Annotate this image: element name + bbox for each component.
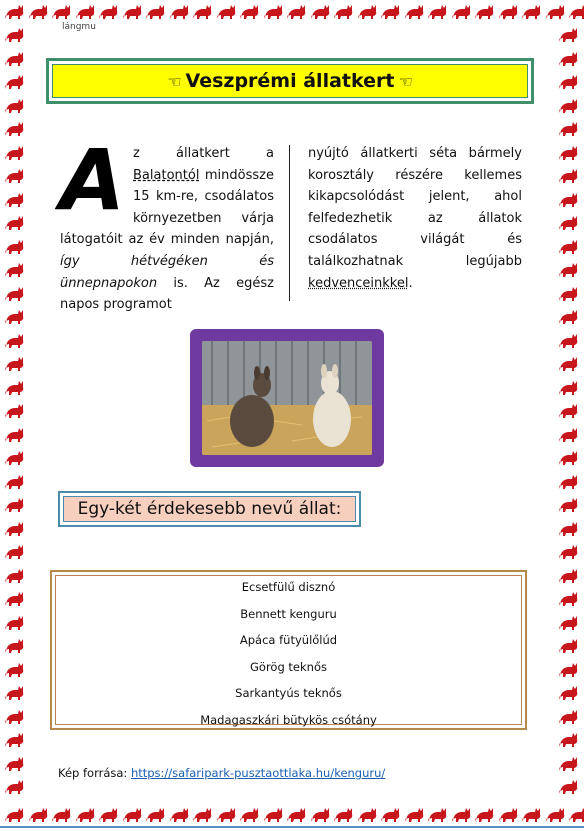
- cat-icon: [239, 3, 261, 25]
- cat-icon: [558, 191, 580, 213]
- cat-icon: [427, 806, 449, 828]
- cat-icon: [263, 806, 285, 828]
- cat-icon: [4, 261, 26, 283]
- cat-icon: [558, 402, 580, 424]
- photo-frame: [190, 329, 384, 467]
- page-title: Veszprémi állatkert: [185, 70, 395, 92]
- cat-icon: [451, 3, 473, 25]
- cat-icon: [357, 3, 379, 25]
- cat-icon: [169, 3, 191, 25]
- cat-icon: [558, 637, 580, 659]
- source-link[interactable]: https://safaripark-pusztaottlaka.hu/kenguru/: [130, 766, 386, 780]
- cat-icon: [558, 426, 580, 448]
- cat-icon: [558, 73, 580, 95]
- cat-icon: [558, 26, 580, 48]
- cat-icon: [4, 543, 26, 565]
- cat-icon: [28, 806, 50, 828]
- cat-icon: [558, 684, 580, 706]
- cat-icon: [4, 496, 26, 518]
- cat-icon: [558, 285, 580, 307]
- cat-icon: [558, 214, 580, 236]
- cat-icon: [4, 285, 26, 307]
- cat-icon: [4, 308, 26, 330]
- header-note: lángmu: [62, 22, 96, 32]
- cat-icon: [558, 238, 580, 260]
- cat-icon: [558, 144, 580, 166]
- cat-icon: [4, 590, 26, 612]
- pointing-hand-left-icon: ☜: [167, 71, 182, 91]
- cat-icon: [4, 50, 26, 72]
- cat-icon: [28, 3, 50, 25]
- cat-icon: [558, 261, 580, 283]
- list-item: Sarkantyús teknős: [235, 686, 342, 700]
- cat-icon: [558, 120, 580, 142]
- cat-icon: [216, 806, 238, 828]
- cat-icon: [4, 379, 26, 401]
- cat-icon: [4, 73, 26, 95]
- cat-icon: [4, 332, 26, 354]
- cat-icon: [558, 520, 580, 542]
- cat-icon: [4, 778, 26, 800]
- cat-icon: [4, 661, 26, 683]
- link-balaton: Balatontól: [133, 167, 200, 183]
- cat-icon: [474, 3, 496, 25]
- cat-icon: [51, 806, 73, 828]
- cat-icon: [404, 806, 426, 828]
- cat-icon: [474, 806, 496, 828]
- cat-icon: [451, 806, 473, 828]
- cat-icon: [404, 3, 426, 25]
- cat-icon: [558, 167, 580, 189]
- cat-icon: [333, 3, 355, 25]
- cat-icon: [558, 332, 580, 354]
- cat-icon: [4, 684, 26, 706]
- cat-icon: [558, 755, 580, 777]
- article-column-left: Az állatkert a Balatontól mindössze 15 km-re, csodálatos környezetben várja látogatóit az év minden napján, így hétvégéken és ünnepnapokon is. Az egész napos programot: [60, 131, 274, 313]
- kangaroo-photo: [202, 341, 372, 455]
- subtitle: Egy-két érdekesebb nevű állat:: [63, 496, 356, 522]
- cat-icon: [4, 355, 26, 377]
- cat-icon: [558, 50, 580, 72]
- list-item: Ecsetfülű disznó: [241, 580, 336, 594]
- cat-icon: [568, 806, 584, 828]
- cat-icon: [4, 191, 26, 213]
- cat-icon: [4, 567, 26, 589]
- cat-icon: [263, 3, 285, 25]
- list-item: Bennett kenguru: [240, 606, 337, 621]
- cat-icon: [145, 806, 167, 828]
- cat-icon: [558, 567, 580, 589]
- cat-icon: [122, 3, 144, 25]
- cat-icon: [558, 496, 580, 518]
- cat-icon: [558, 778, 580, 800]
- cat-icon: [4, 238, 26, 260]
- cat-icon: [558, 661, 580, 683]
- cat-icon: [498, 3, 520, 25]
- cat-icon: [380, 3, 402, 25]
- cat-icon: [286, 3, 308, 25]
- cat-icon: [558, 379, 580, 401]
- cat-icon: [4, 214, 26, 236]
- cat-icon: [558, 308, 580, 330]
- word-kedvenceinkkel: kedvenceinkkel: [308, 275, 409, 291]
- cat-icon: [4, 449, 26, 471]
- cat-icon: [558, 614, 580, 636]
- column-divider: [289, 145, 290, 301]
- cat-icon: [521, 806, 543, 828]
- cat-icon: [4, 614, 26, 636]
- cat-icon: [4, 426, 26, 448]
- cat-icon: [558, 590, 580, 612]
- cat-icon: [4, 637, 26, 659]
- cat-icon: [558, 543, 580, 565]
- cat-icon: [145, 3, 167, 25]
- cat-icon: [169, 806, 191, 828]
- cat-icon: [192, 3, 214, 25]
- list-item: Madagaszkári bütykös csótány: [200, 712, 377, 727]
- cat-icon: [192, 806, 214, 828]
- list-item: Apáca fütyülőlúd: [239, 633, 338, 647]
- pointing-hand-right-icon: ☜: [398, 71, 413, 91]
- animal-list-box: [50, 570, 527, 730]
- source-label: Kép forrása:: [58, 766, 131, 780]
- cat-icon: [521, 3, 543, 25]
- image-source: [58, 766, 385, 780]
- cat-icon: [4, 26, 26, 48]
- cat-icon: [286, 806, 308, 828]
- cat-icon: [558, 355, 580, 377]
- cat-icon: [4, 402, 26, 424]
- subtitle-box: [58, 491, 361, 527]
- list-item: Görög teknős: [250, 659, 327, 674]
- cat-icon: [558, 97, 580, 119]
- drop-cap: A: [60, 131, 126, 229]
- cat-icon: [310, 806, 332, 828]
- cat-icon: [4, 473, 26, 495]
- cat-icon: [427, 3, 449, 25]
- cat-icon: [4, 755, 26, 777]
- cat-icon: [498, 806, 520, 828]
- article-column-right: nyújtó állatkerti séta bármely korosztály részére kellemes kikapcsolódást jelent, ahol felfedezhetik az állatok csodálatos világát és találkozhatnak legújabb kedvenceinkkel.: [308, 146, 522, 291]
- cat-icon: [4, 144, 26, 166]
- cat-icon: [558, 449, 580, 471]
- cat-icon: [568, 3, 584, 25]
- cat-icon: [357, 806, 379, 828]
- cat-icon: [545, 3, 567, 25]
- cat-icon: [4, 120, 26, 142]
- cat-icon: [4, 731, 26, 753]
- cat-icon: [4, 708, 26, 730]
- cat-icon: [558, 708, 580, 730]
- cat-icon: [122, 806, 144, 828]
- cat-icon: [310, 3, 332, 25]
- cat-icon: [558, 473, 580, 495]
- cat-icon: [4, 167, 26, 189]
- cat-icon: [98, 3, 120, 25]
- title-box: [46, 58, 534, 104]
- cat-icon: [4, 3, 26, 25]
- page-bottom-line: [0, 826, 584, 828]
- cat-icon: [4, 806, 26, 828]
- cat-icon: [545, 806, 567, 828]
- cat-icon: [75, 806, 97, 828]
- cat-icon: [380, 806, 402, 828]
- cat-icon: [216, 3, 238, 25]
- cat-icon: [4, 520, 26, 542]
- cat-icon: [239, 806, 261, 828]
- cat-icon: [558, 731, 580, 753]
- cat-icon: [4, 97, 26, 119]
- cat-icon: [333, 806, 355, 828]
- cat-icon: [98, 806, 120, 828]
